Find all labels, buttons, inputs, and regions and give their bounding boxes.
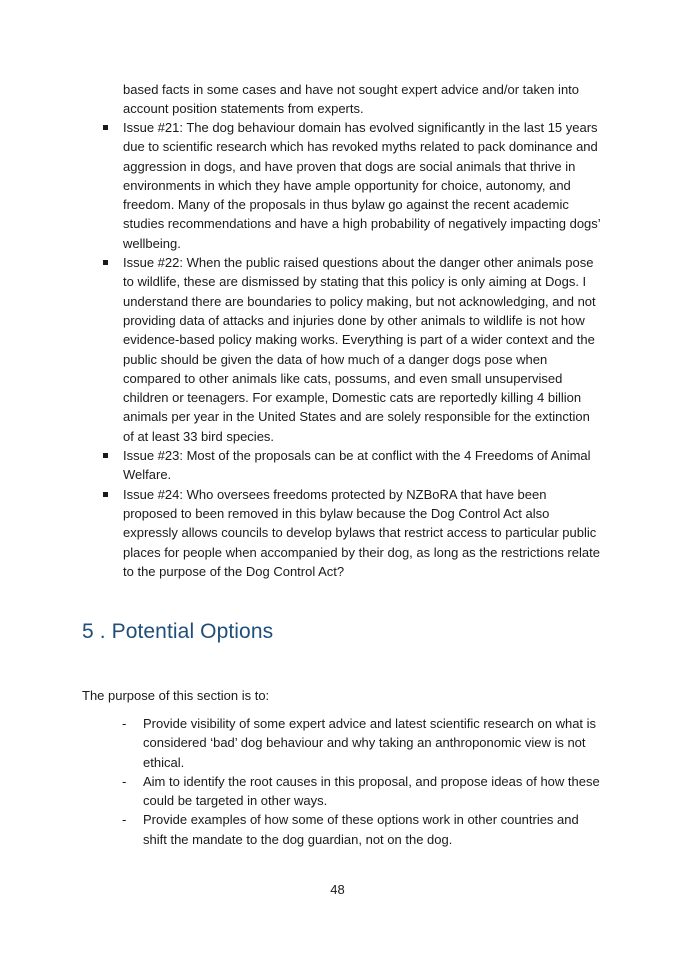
issues-list (101, 118, 603, 581)
section-intro: The purpose of this section is to: (82, 688, 270, 703)
continuation-paragraph: based facts in some cases and have not sought expert advice and/or taken into account position statements from experts. (123, 82, 580, 117)
purpose-item-text: Provide visibility of some expert advice and latest scientific research on what is considered ‘bad’ dog behaviour and why taking an anthroponomic view is not ethical. (143, 716, 597, 770)
issue-23-text: Issue #23: Most of the proposals can be at conflict with the 4 Freedoms of Animal Welfare. (123, 448, 591, 483)
page-number: 48 (330, 882, 345, 897)
list-item (120, 714, 600, 772)
section-heading: 5 . Potential Options (82, 620, 274, 643)
issue-21-text: Issue #21: The dog behaviour domain has evolved significantly in the last 15 years due to scientific research which has revoked myths related to pack dominance and aggression in dogs, and have proven that dogs are social animals that thrive in environments in which they have ample opportunity for choice, autonomy, and freedom. Many of the proposals in thus bylaw go against the recent academic studies recommendations and have a high probability of negatively impacting dogs’ wellbeing. (123, 120, 601, 251)
purpose-list (120, 714, 600, 849)
list-item (101, 446, 603, 485)
list-item (120, 772, 600, 811)
purpose-item-text: Aim to identify the root causes in this proposal, and propose ideas of how these could be targeted in other ways. (143, 773, 600, 809)
square-bullet-icon (103, 492, 108, 497)
square-bullet-icon (103, 125, 108, 130)
dash-bullet: - (122, 773, 127, 789)
list-item (101, 485, 603, 581)
issue-24-text: Issue #24: Who oversees freedoms protected by NZBoRA that have been proposed to been removed in this bylaw because the Dog Control Act also expressly allows councils to develop bylaws that restrict access to particular public places for people when accompanied by their dog, as long as the restrictions relate to the purpose of the Dog Control Act? (123, 486, 600, 579)
dash-bullet: - (122, 812, 127, 828)
dash-bullet: - (122, 716, 127, 731)
square-bullet-icon (103, 453, 108, 458)
list-item (101, 253, 603, 446)
square-bullet-icon (103, 260, 108, 265)
purpose-item-text: Provide examples of how some of these options work in other countries and shift the mandate to the dog guardian, not on the dog. (143, 812, 579, 847)
list-item (120, 810, 600, 849)
issue-22-text: Issue #22: When the public raised questions about the danger other animals pose to wildlife, these are dismissed by stating that this policy is only aiming at Dogs. I understand there are boundaries to policy making, but not acknowledging, and not providing data of attacks and injuries done by other animals to wildlife is not how evidence-based policy making works. Everything is part of a wider context and the public should be given the data of how much of a danger dogs pose when compared to other animals like cats, possums, and even small unsupervised children or teenagers. For example, Domestic cats are reportedly killing 4 billion animals per year in the United States and are solely responsible for the extinction of at least 33 bird species. (123, 255, 596, 444)
list-item (101, 118, 603, 253)
